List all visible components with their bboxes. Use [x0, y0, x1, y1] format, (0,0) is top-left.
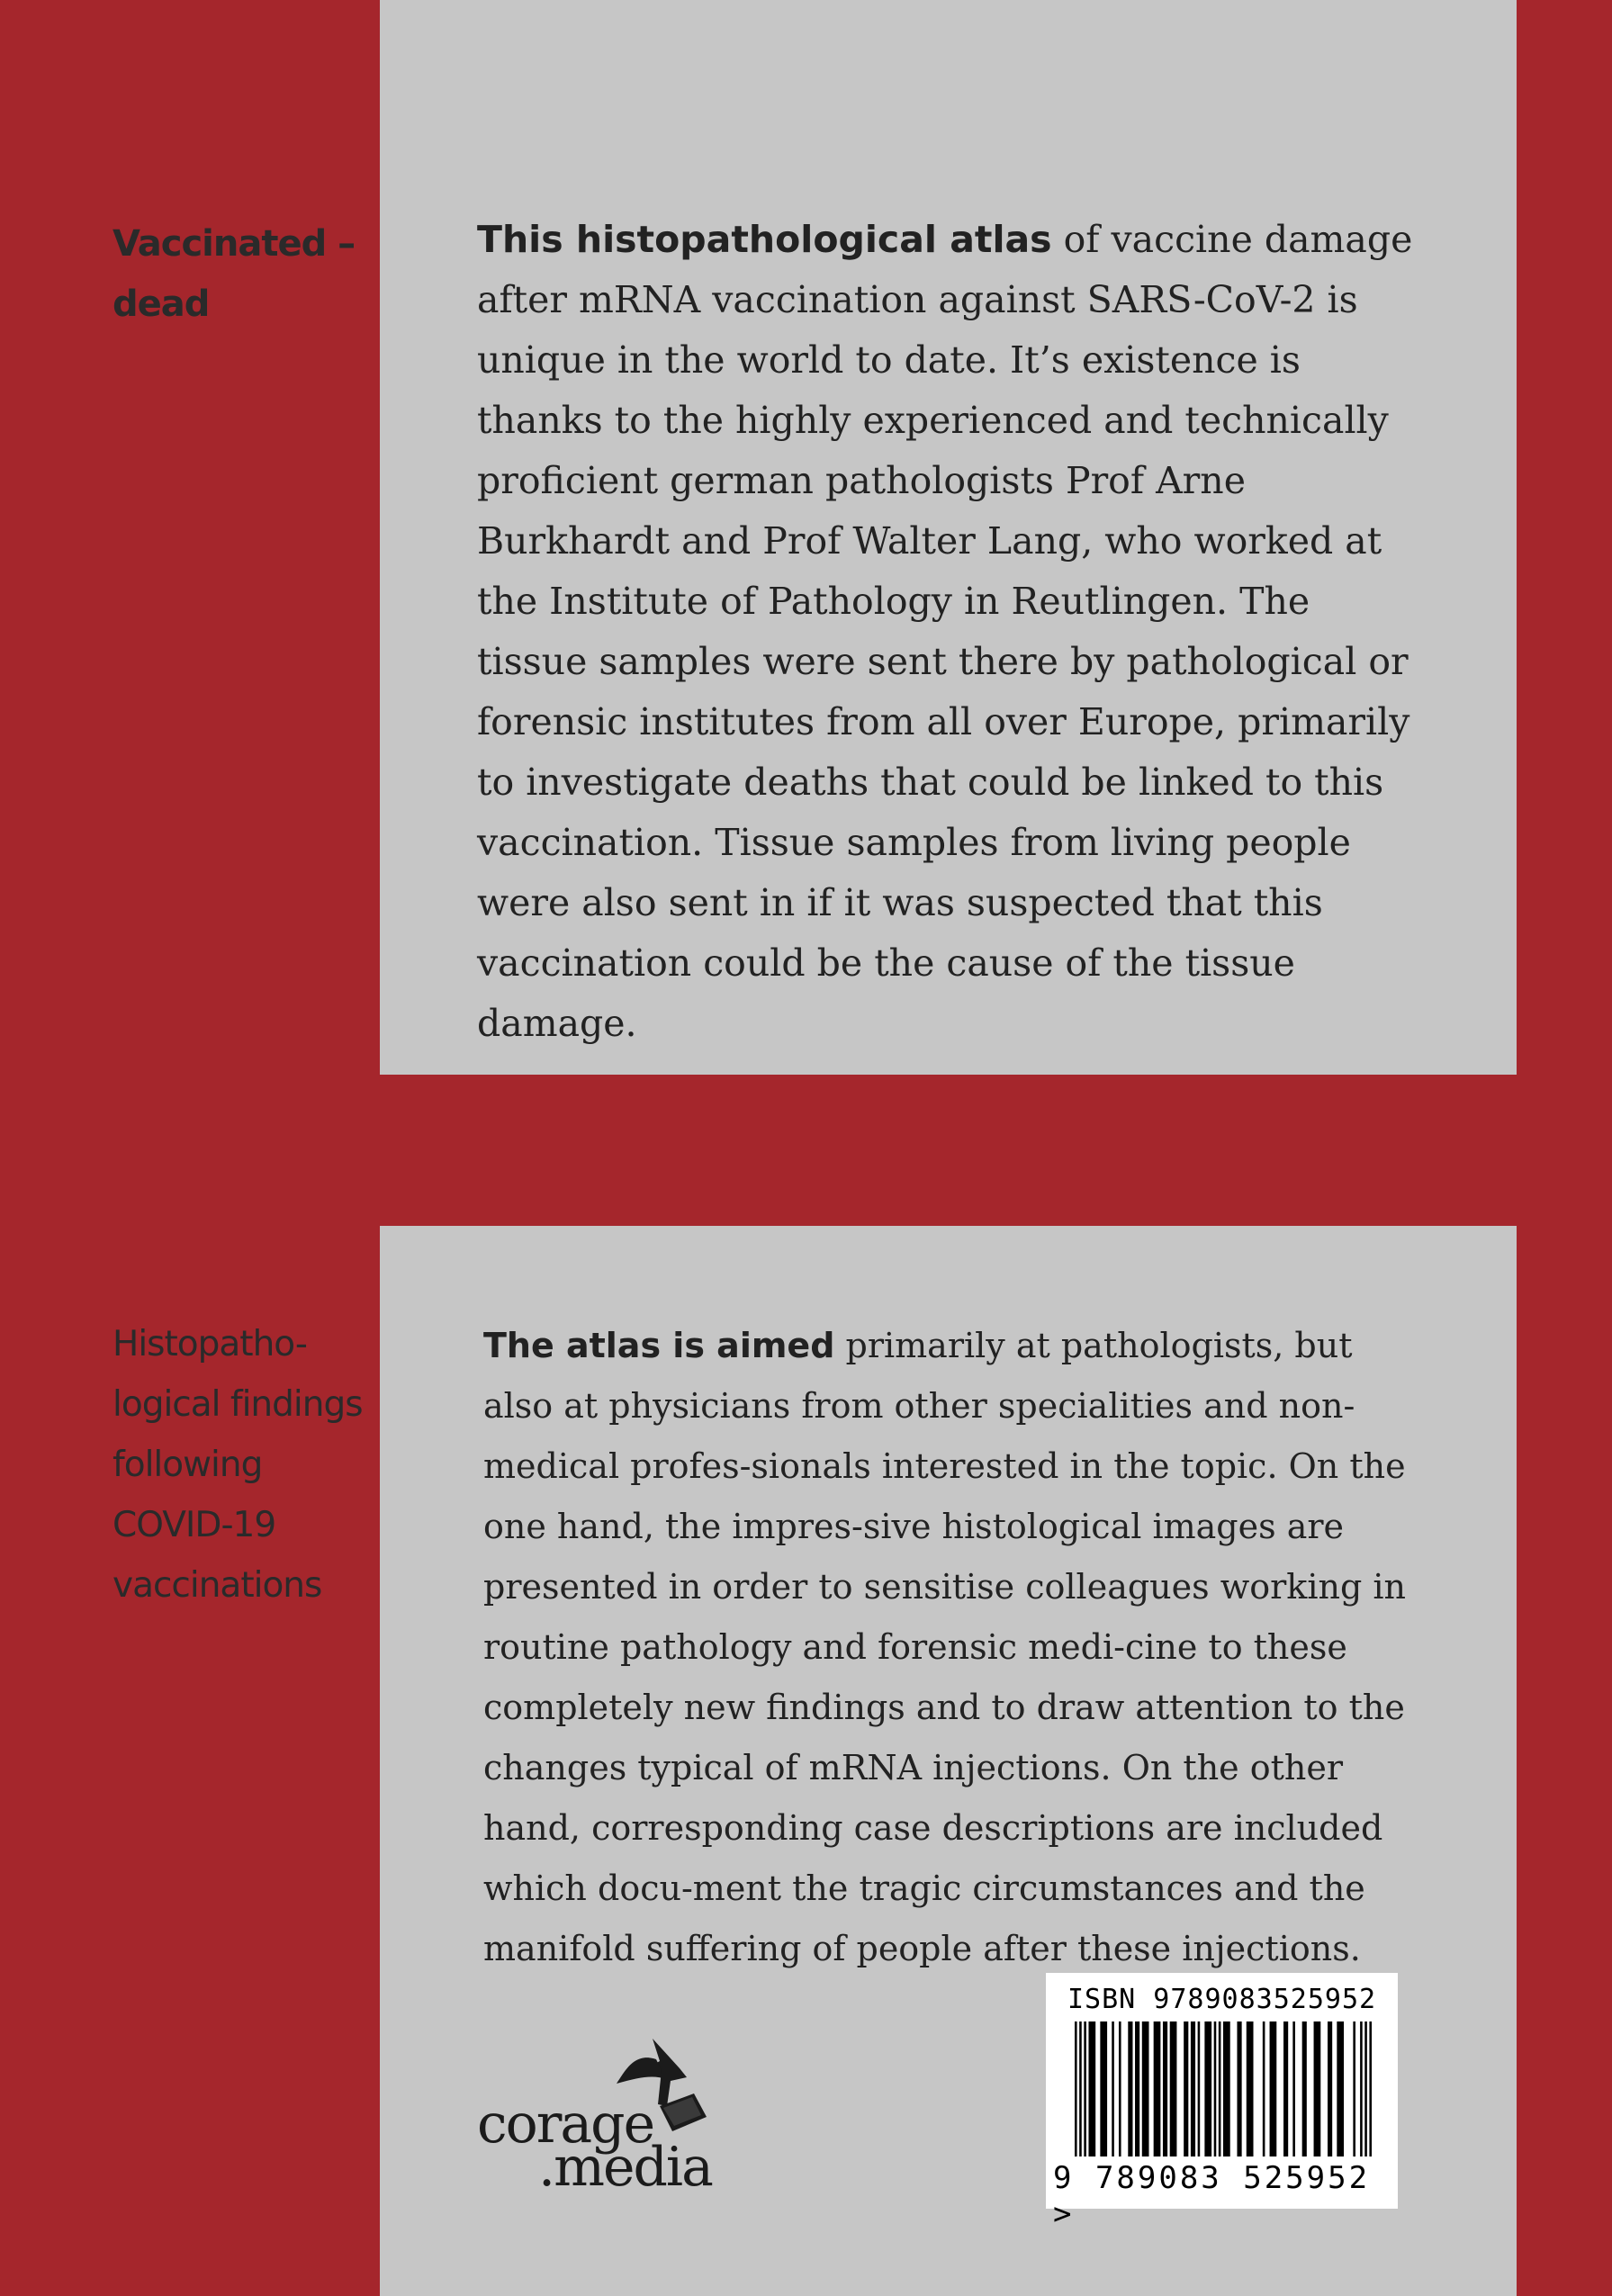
- publisher-logo: [477, 2034, 729, 2199]
- barcode-bar: [1128, 2021, 1132, 2156]
- barcode-bar: [1237, 2021, 1241, 2156]
- barcode-bar: [1302, 2021, 1307, 2156]
- section2-text: [483, 1316, 1419, 1979]
- barcode-bar: [1360, 2021, 1363, 2156]
- section1-text: [477, 210, 1413, 1054]
- barcode-bar: [1112, 2021, 1114, 2156]
- barcode-bar: [1270, 2021, 1277, 2156]
- section1-lead: This histopathological atlas: [477, 218, 1052, 261]
- barcode-bar: [1369, 2021, 1372, 2156]
- section2-lead: The atlas is aimed: [483, 1326, 835, 1365]
- barcode-bar: [1119, 2021, 1121, 2156]
- logo-word-corage: corage: [477, 2093, 654, 2156]
- barcode-bar: [1283, 2021, 1288, 2156]
- section1-heading: Vaccinated – dead: [113, 223, 356, 325]
- barcode-bar: [1170, 2021, 1177, 2156]
- barcode-bar: [1204, 2021, 1211, 2156]
- isbn-barcode: [1046, 1973, 1398, 2232]
- barcode-bar: [1263, 2021, 1265, 2156]
- section1-body: of vaccine damage after mRNA vaccination against SARS-CoV-2 is unique in the world to date. It’s existence is thanks to the highly experienced and technically proficient german pathologists Prof Arne Burkhardt and Prof Walter Lang, who worked at the Institute of Pathology in Reutlingen. The tissue samples were sent there by pathological or forensic institutes from all over Europe, primarily to investigate deaths that could be linked to this vaccination. Tissue samples from living people were also sent in if it was suspected that this vaccination could be the cause of the tissue damage.: [477, 218, 1413, 1045]
- barcode-bar: [1328, 2021, 1332, 2156]
- barcode-bar: [1353, 2021, 1355, 2156]
- barcode-bar: [1219, 2021, 1221, 2156]
- barcode-bar: [1084, 2021, 1086, 2156]
- logo-word-media: .media: [538, 2136, 712, 2199]
- barcode-bar: [1314, 2021, 1321, 2156]
- barcode-bar: [1079, 2021, 1082, 2156]
- barcode-bars: [1075, 2021, 1372, 2165]
- barcode-bar: [1163, 2021, 1167, 2156]
- barcode-bar: [1337, 2021, 1344, 2156]
- barcode-bar: [1191, 2021, 1195, 2156]
- isbn-label: ISBN 9789083525952: [1067, 1984, 1377, 2015]
- barcode-bar: [1214, 2021, 1217, 2156]
- barcode-bar: [1364, 2021, 1367, 2156]
- barcode-bar: [1088, 2021, 1095, 2156]
- barcode-bar: [1135, 2021, 1139, 2156]
- barcode-bar: [1247, 2021, 1254, 2156]
- barcode-digits: 9 789083 525952 >: [1053, 2160, 1371, 2232]
- section2-body: primarily at pathologists, but also at physicians from other specialities and non-medical profes-sionals interested in the topic. On the one hand, the impres-sive histological images are presented in order to sensitise colleagues working in routine pathology and forensic medi-cine to these completely new findings and to draw attention to the changes typical of mRNA injections. On the other hand, corresponding case descriptions are included which docu-ment the tragic circumstances and the manifold suffering of people after these injections.: [483, 1326, 1406, 1968]
- barcode-bar: [1142, 2021, 1149, 2156]
- barcode-bar: [1184, 2021, 1188, 2156]
- barcode-bar: [1223, 2021, 1230, 2156]
- barcode-bar: [1292, 2021, 1295, 2156]
- barcode-bar: [1154, 2021, 1161, 2156]
- barcode-bar: [1100, 2021, 1107, 2156]
- barcode-bar: [1075, 2021, 1077, 2156]
- section2-heading: Histopatho-logical findings following COVID-19 vaccinations: [113, 1324, 363, 1606]
- barcode-bar: [1198, 2021, 1201, 2156]
